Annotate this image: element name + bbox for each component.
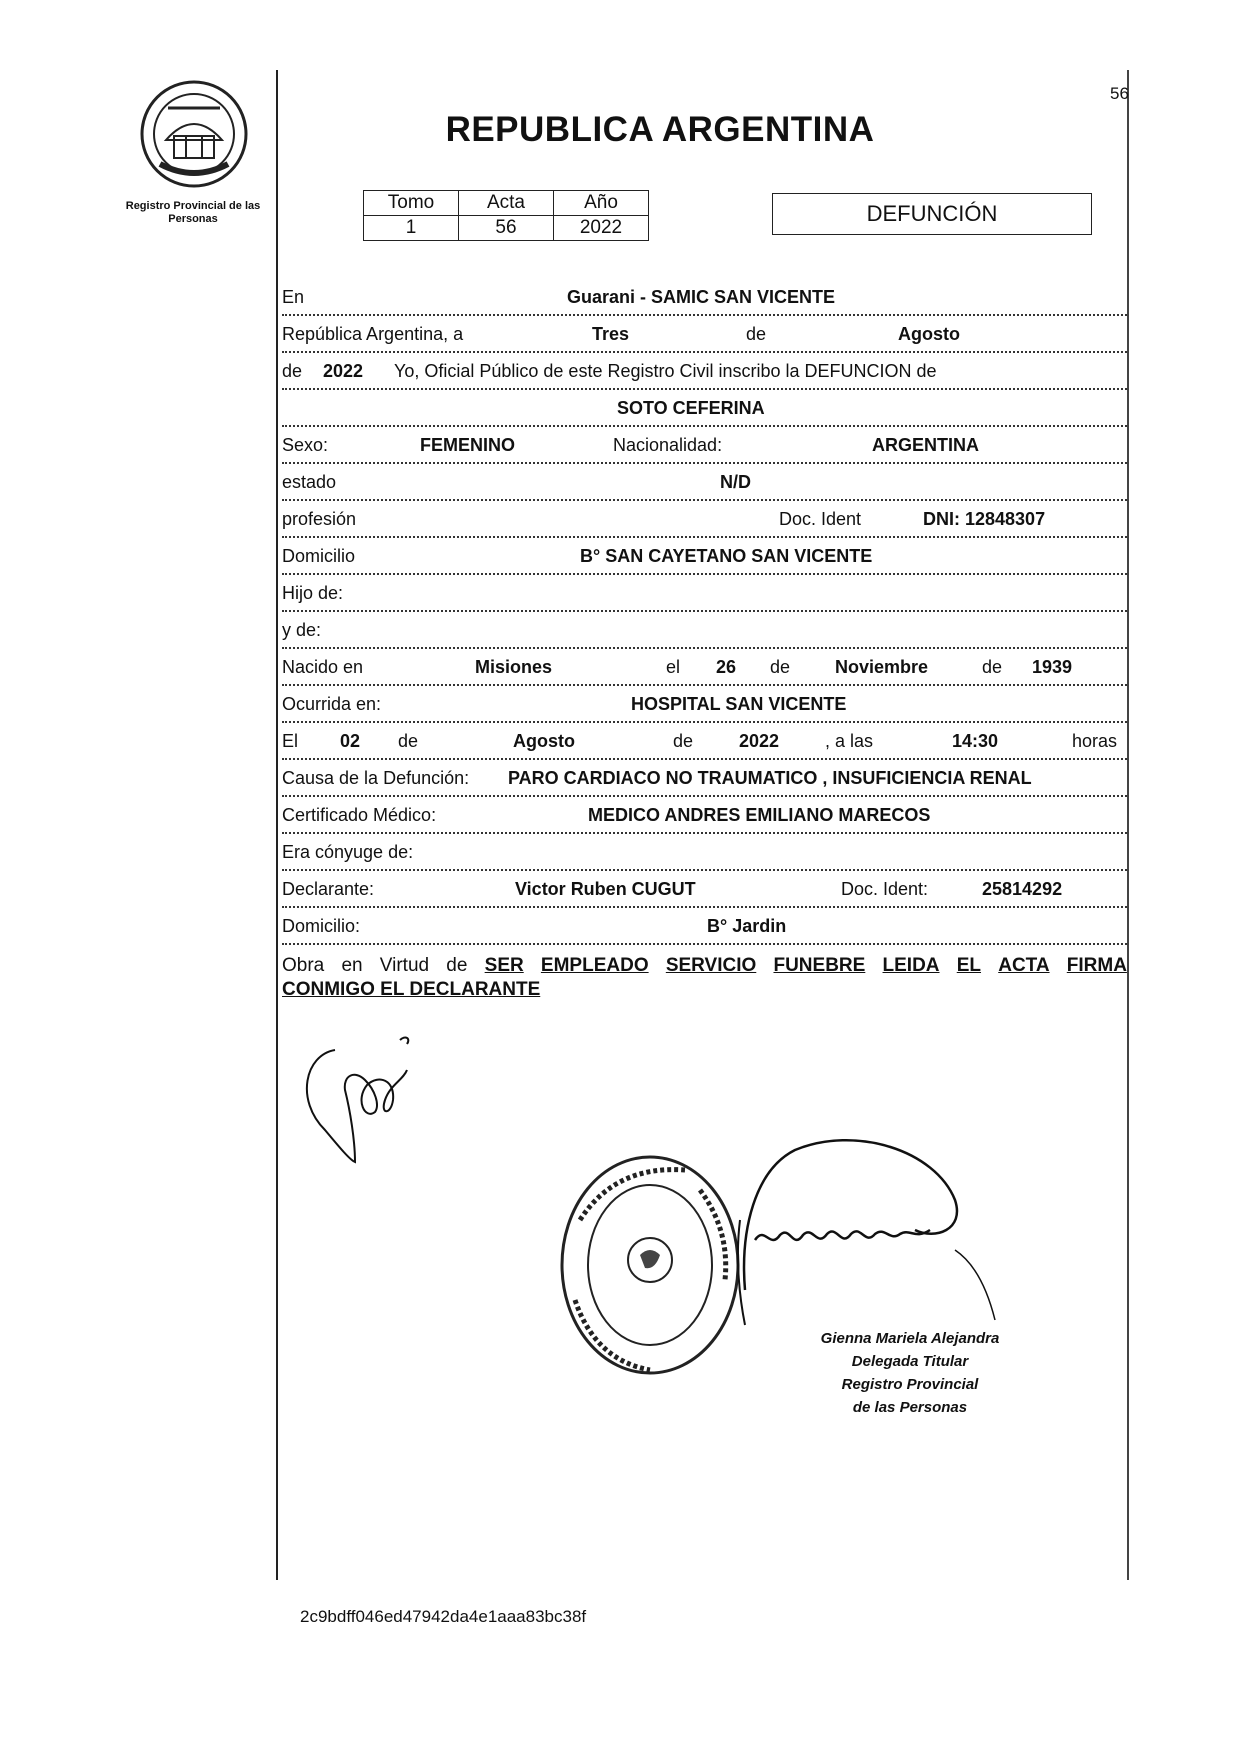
el-label: el xyxy=(666,657,681,677)
hospital-stamp xyxy=(555,1150,745,1380)
causa-label: Causa de la Defunción: xyxy=(282,768,470,788)
domicilio-label: Domicilio xyxy=(282,546,356,566)
republica-label: República Argentina, a xyxy=(282,324,464,344)
muerte-hora: 14:30 xyxy=(952,731,999,751)
acta-value: 56 xyxy=(459,216,554,241)
obra-word: FUNEBRE xyxy=(773,955,866,976)
en-label: En xyxy=(282,287,305,307)
estado-value: N/D xyxy=(720,472,751,492)
page-number: 56 xyxy=(1110,84,1129,103)
row-conyuge xyxy=(282,833,1127,871)
record-index-table xyxy=(363,190,649,241)
month-value: Agosto xyxy=(898,324,960,344)
row-estado xyxy=(282,463,1127,501)
alas-label: , a las xyxy=(825,731,874,751)
row-declarante xyxy=(282,870,1127,908)
acta-header: Acta xyxy=(459,191,554,216)
estado-label: estado xyxy=(282,472,337,492)
row-fecha-muerte xyxy=(282,722,1127,760)
nacido-dia: 26 xyxy=(716,657,737,677)
row-name xyxy=(282,389,1127,427)
tomo-header: Tomo xyxy=(364,191,459,216)
anio-header: Año xyxy=(554,191,649,216)
page-title: REPUBLICA ARGENTINA xyxy=(445,110,875,149)
official-office: Registro Provincial xyxy=(841,1376,979,1393)
anio-value: 2022 xyxy=(554,216,649,241)
day-value: Tres xyxy=(592,324,630,344)
row-hijo xyxy=(282,574,1127,612)
obra-word: SERVICIO xyxy=(665,955,757,976)
muerte-dia: 02 xyxy=(340,731,361,751)
obra-word: Virtud xyxy=(379,955,430,976)
obra-word: de xyxy=(446,955,468,976)
right-margin-line xyxy=(1127,70,1129,1580)
doc-value: DNI: 12848307 xyxy=(923,509,1046,529)
declarante-value: Victor Ruben CUGUT xyxy=(515,879,696,899)
left-margin-line xyxy=(276,70,278,1580)
tomo-value: 1 xyxy=(364,216,459,241)
obra-line2: CONMIGO EL DECLARANTE xyxy=(282,979,541,1000)
yde-label: y de: xyxy=(282,620,322,640)
row-year xyxy=(282,352,1127,390)
sexo-label: Sexo: xyxy=(282,435,329,455)
row-yde xyxy=(282,611,1127,649)
obra-word: Obra xyxy=(282,955,325,976)
muerte-anio: 2022 xyxy=(739,731,780,751)
nacido-de: de xyxy=(770,657,791,677)
deceased-name: SOTO CEFERINA xyxy=(617,398,765,418)
domicilio2-label: Domicilio: xyxy=(282,916,361,936)
nacionalidad-label: Nacionalidad: xyxy=(613,435,723,455)
record-type: DEFUNCIÓN xyxy=(772,193,1092,235)
official-name: Gienna Mariela Alejandra xyxy=(820,1330,1000,1347)
de2-label: de xyxy=(282,361,303,381)
row-certificado xyxy=(282,796,1127,834)
official-name-block xyxy=(790,1327,1030,1419)
row-en xyxy=(282,278,1127,316)
doc-label: Doc. Ident xyxy=(779,509,862,529)
muerte-de2: de xyxy=(673,731,694,751)
official-office-2: de las Personas xyxy=(852,1399,968,1416)
row-causa xyxy=(282,759,1127,797)
nacido-mes: Noviembre xyxy=(835,657,929,677)
profesion-label: profesión xyxy=(282,509,357,529)
obra-word: LEIDA xyxy=(882,955,940,976)
obra-word: ACTA xyxy=(998,955,1050,976)
certificado-value: MEDICO ANDRES EMILIANO MARECOS xyxy=(588,805,931,825)
provincial-seal xyxy=(138,78,250,190)
obra-word: EL xyxy=(956,955,982,976)
registry-label: Registro Provincial de las Personas xyxy=(125,200,261,225)
sexo-value: FEMENINO xyxy=(420,435,516,455)
row-sexo xyxy=(282,426,1127,464)
document-hash: 2c9bdff046ed47942da4e1aaa83bc38f xyxy=(300,1607,587,1626)
muerte-mes: Agosto xyxy=(513,731,575,751)
row-profesion xyxy=(282,500,1127,538)
el2-label: El xyxy=(282,731,299,751)
nacido-de2: de xyxy=(982,657,1003,677)
ocurrida-label: Ocurrida en: xyxy=(282,694,382,714)
domicilio-value: B° SAN CAYETANO SAN VICENTE xyxy=(580,546,873,566)
row-domicilio2 xyxy=(282,907,1127,945)
en-value: Guarani - SAMIC SAN VICENTE xyxy=(567,287,836,307)
declarante-doc-label: Doc. Ident: xyxy=(841,879,929,899)
declarant-signature xyxy=(295,1030,425,1165)
obra-word: en xyxy=(341,955,363,976)
declarante-doc-value: 25814292 xyxy=(982,879,1063,899)
ocurrida-value: HOSPITAL SAN VICENTE xyxy=(631,694,847,714)
obra-word: SER xyxy=(484,955,524,976)
official-signature xyxy=(735,1130,1025,1330)
obra-word: FIRMA xyxy=(1066,955,1127,976)
nacido-anio: 1939 xyxy=(1032,657,1073,677)
inscribe-text: Yo, Oficial Público de este Registro Civil inscribo la DEFUNCION de xyxy=(394,361,937,381)
muerte-de: de xyxy=(398,731,419,751)
row-domicilio xyxy=(282,537,1127,575)
certificado-label: Certificado Médico: xyxy=(282,805,437,825)
nacionalidad-value: ARGENTINA xyxy=(872,435,979,455)
horas-label: horas xyxy=(1072,731,1118,751)
nacido-lugar: Misiones xyxy=(475,657,553,677)
row-ocurrida xyxy=(282,685,1127,723)
de-label: de xyxy=(746,324,767,344)
official-role: Delegada Titular xyxy=(851,1353,969,1370)
nacido-label: Nacido en xyxy=(282,657,364,677)
conyuge-label: Era cónyuge de: xyxy=(282,842,414,862)
row-date xyxy=(282,315,1127,353)
declarante-label: Declarante: xyxy=(282,879,375,899)
obra-word: EMPLEADO xyxy=(540,955,649,976)
hijo-label: Hijo de: xyxy=(282,583,344,603)
domicilio2-value: B° Jardin xyxy=(707,916,787,936)
year-value: 2022 xyxy=(323,361,364,381)
obra-paragraph xyxy=(282,954,1127,1002)
row-nacido xyxy=(282,648,1127,686)
causa-value: PARO CARDIACO NO TRAUMATICO , INSUFICIENCIA RENAL xyxy=(508,768,1032,788)
